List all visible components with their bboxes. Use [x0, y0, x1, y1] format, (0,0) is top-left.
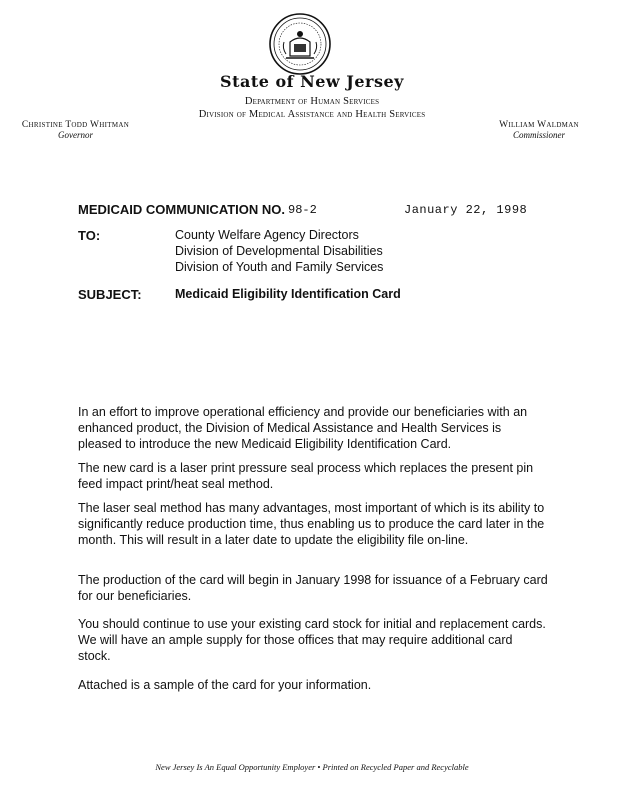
subject-label: SUBJECT: [78, 287, 142, 302]
division-name: Division of Medical Assistance and Health Services [198, 109, 426, 120]
body-paragraph: You should continue to use your existing card stock for initial and replacement cards. We will have an ample supply for those offices that may require additional card stock. [78, 617, 546, 663]
state-name: State of New Jersey [220, 72, 404, 91]
body-paragraph: The new card is a laser print pressure seal process which replaces the present pin feed impact print/heat seal method. [78, 461, 534, 491]
governor-name: Christine Todd Whitman [21, 120, 130, 130]
commissioner-title: Commissioner [512, 130, 565, 140]
footer-text: New Jersey Is An Equal Opportunity Employer • Printed on Recycled Paper and Recyclable [155, 762, 469, 772]
body-paragraph: The laser seal method has many advantages, most important of which is its ability to significantly reduce production time, thus enabling us to produce the card later in the month. This will result in a later date to update the eligibility file on-line. [78, 501, 545, 547]
body-paragraph: Attached is a sample of the card for your information. [78, 678, 372, 692]
recipient-1: County Welfare Agency Directors [175, 228, 359, 242]
communication-number: 98-2 [288, 203, 317, 217]
commissioner-block [474, 120, 604, 140]
recipient-2: Division of Developmental Disabilities [175, 244, 383, 258]
governor-block [8, 120, 143, 140]
communication-label: MEDICAID COMMUNICATION NO. [78, 202, 286, 217]
to-label: TO: [78, 228, 101, 243]
department-name: Department of Human Services [244, 96, 380, 107]
memo-date: January 22, 1998 [404, 203, 528, 217]
governor-title: Governor [58, 130, 93, 140]
recipient-3: Division of Youth and Family Services [175, 260, 384, 274]
body-paragraph: In an effort to improve operational efficiency and provide our beneficiaries with an enhanced product, the Division of Medical Assistance and Health Services is pleased to introduce the new Medicaid Eligibility Identification Card. [78, 405, 528, 451]
subject-text: Medicaid Eligibility Identification Card [175, 287, 401, 301]
commissioner-name: William Waldman [499, 120, 579, 130]
body-paragraph: The production of the card will begin in January 1998 for issuance of a February card for our beneficiaries. [78, 573, 548, 603]
state-seal-icon [268, 12, 332, 76]
